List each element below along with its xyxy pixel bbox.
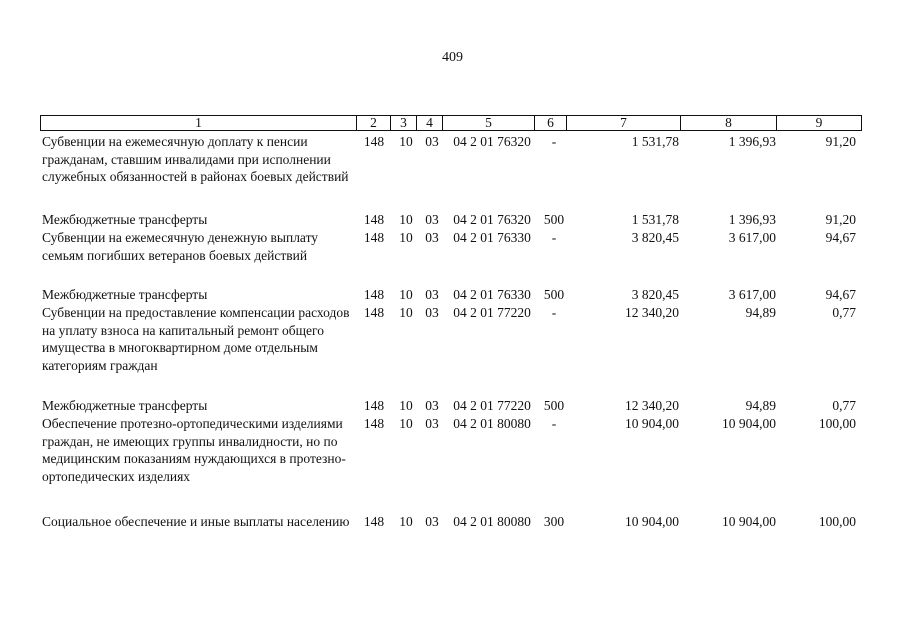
cell-col9: 0,77 bbox=[832, 305, 856, 320]
cell-col5: 04 2 01 80080 bbox=[453, 514, 531, 529]
column-header: 6 bbox=[535, 116, 567, 131]
cell-col4: 03 bbox=[425, 230, 439, 245]
row-name: Субвенции на ежемесячную денежную выплату семьям погибших ветеранов боевых действий bbox=[42, 230, 319, 263]
cell-col7: 12 340,20 bbox=[625, 305, 679, 320]
cell-col5: 04 2 01 77220 bbox=[453, 398, 531, 413]
cell-col4: 03 bbox=[425, 287, 439, 302]
cell-col6: 300 bbox=[543, 514, 565, 529]
page-number: 409 bbox=[442, 50, 463, 65]
cell-col2: 148 bbox=[363, 398, 385, 413]
cell-col7: 12 340,20 bbox=[625, 398, 679, 413]
column-header: 1 bbox=[41, 116, 357, 131]
cell-col7: 10 904,00 bbox=[625, 514, 679, 529]
column-header-row bbox=[40, 115, 862, 131]
cell-col9: 91,20 bbox=[825, 134, 856, 149]
cell-col3: 10 bbox=[399, 514, 413, 529]
cell-col8: 10 904,00 bbox=[722, 514, 776, 529]
cell-col3: 10 bbox=[399, 398, 413, 413]
cell-col3: 10 bbox=[399, 416, 413, 431]
cell-col8: 94,89 bbox=[745, 398, 776, 413]
cell-col8: 3 617,00 bbox=[728, 287, 776, 302]
cell-col6: 500 bbox=[543, 212, 565, 227]
row-name: Субвенции на предоставление компенсации расходов на уплату взноса на капитальный ремонт общего имущества в многоквартирном доме отдельным категориям граждан bbox=[42, 305, 350, 373]
cell-col5: 04 2 01 76320 bbox=[453, 134, 531, 149]
cell-col3: 10 bbox=[399, 305, 413, 320]
cell-col3: 10 bbox=[399, 230, 413, 245]
row-name: Субвенции на ежемесячную доплату к пенсии гражданам, ставшим инвалидами при исполнении служебных обязанностей в районах боевых действий bbox=[42, 134, 349, 185]
cell-col9: 100,00 bbox=[818, 416, 856, 431]
cell-col6: - bbox=[551, 230, 557, 245]
cell-col5: 04 2 01 77220 bbox=[453, 305, 531, 320]
cell-col4: 03 bbox=[425, 134, 439, 149]
cell-col6: - bbox=[551, 416, 557, 431]
cell-col2: 148 bbox=[363, 212, 385, 227]
cell-col2: 148 bbox=[363, 305, 385, 320]
cell-col7: 10 904,00 bbox=[625, 416, 679, 431]
cell-col6: - bbox=[551, 134, 557, 149]
cell-col6: 500 bbox=[543, 398, 565, 413]
cell-col2: 148 bbox=[363, 514, 385, 529]
cell-col7: 1 531,78 bbox=[631, 134, 679, 149]
cell-col6: - bbox=[551, 305, 557, 320]
cell-col8: 1 396,93 bbox=[728, 134, 776, 149]
cell-col4: 03 bbox=[425, 514, 439, 529]
cell-col2: 148 bbox=[363, 230, 385, 245]
row-name: Межбюджетные трансферты bbox=[42, 287, 208, 302]
column-header: 2 bbox=[357, 116, 391, 131]
cell-col7: 1 531,78 bbox=[631, 212, 679, 227]
cell-col9: 100,00 bbox=[818, 514, 856, 529]
column-header: 7 bbox=[567, 116, 681, 131]
cell-col7: 3 820,45 bbox=[631, 230, 679, 245]
cell-col2: 148 bbox=[363, 134, 385, 149]
column-header: 9 bbox=[777, 116, 862, 131]
cell-col8: 94,89 bbox=[745, 305, 776, 320]
cell-col4: 03 bbox=[425, 212, 439, 227]
column-header: 3 bbox=[391, 116, 417, 131]
cell-col3: 10 bbox=[399, 287, 413, 302]
cell-col9: 94,67 bbox=[825, 287, 856, 302]
cell-col9: 94,67 bbox=[825, 230, 856, 245]
column-header: 5 bbox=[443, 116, 535, 131]
cell-col3: 10 bbox=[399, 212, 413, 227]
cell-col6: 500 bbox=[543, 287, 565, 302]
cell-col5: 04 2 01 76320 bbox=[453, 212, 531, 227]
cell-col8: 1 396,93 bbox=[728, 212, 776, 227]
cell-col5: 04 2 01 80080 bbox=[453, 416, 531, 431]
cell-col8: 3 617,00 bbox=[728, 230, 776, 245]
cell-col3: 10 bbox=[399, 134, 413, 149]
row-name: Обеспечение протезно-ортопедическими изделиями граждан, не имеющих группы инвалидности, но по медицинским показаниям нуждающихся в протезно-ортопедических изделиях bbox=[42, 416, 346, 484]
row-name: Социальное обеспечение и иные выплаты населению bbox=[42, 514, 350, 529]
cell-col7: 3 820,45 bbox=[631, 287, 679, 302]
cell-col5: 04 2 01 76330 bbox=[453, 287, 531, 302]
row-name: Межбюджетные трансферты bbox=[42, 398, 208, 413]
cell-col5: 04 2 01 76330 bbox=[453, 230, 531, 245]
cell-col9: 0,77 bbox=[832, 398, 856, 413]
cell-col8: 10 904,00 bbox=[722, 416, 776, 431]
cell-col2: 148 bbox=[363, 287, 385, 302]
cell-col4: 03 bbox=[425, 398, 439, 413]
cell-col4: 03 bbox=[425, 416, 439, 431]
cell-col9: 91,20 bbox=[825, 212, 856, 227]
cell-col4: 03 bbox=[425, 305, 439, 320]
column-header: 8 bbox=[681, 116, 777, 131]
cell-col2: 148 bbox=[363, 416, 385, 431]
column-header: 4 bbox=[417, 116, 443, 131]
row-name: Межбюджетные трансферты bbox=[42, 212, 208, 227]
